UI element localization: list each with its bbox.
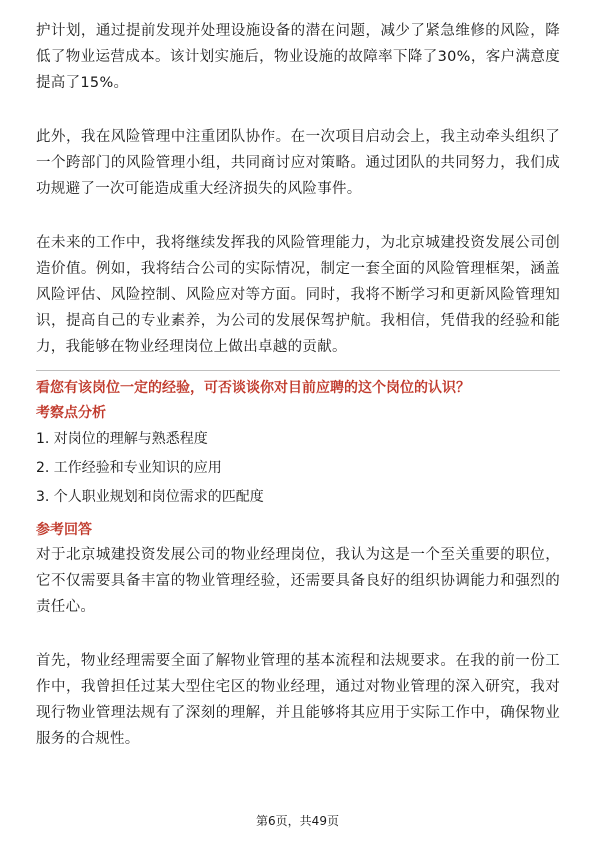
paragraph-gap xyxy=(36,96,560,124)
body-paragraph: 在未来的工作中，我将继续发挥我的风险管理能力，为北京城建投资发展公司创造价值。例如，我将结合公司的实际情况，制定一套全面的风险管理框架，涵盖风险评估、风险控制、风险应对等方面。同时，我将不断学习和更新风险管理知识，提高自己的专业素养，为公司的发展保驾护航。我相信，凭借我的经验和能力，我能够在物业经理岗位上做出卓越的贡献。 xyxy=(36,235,560,355)
body-paragraph: 护计划，通过提前发现并处理设施设备的潜在问题，减少了紧急维修的风险，降低了物业运营成本。该计划实施后，物业设施的故障率下降了30%，客户满意度提高了15%。 xyxy=(36,23,560,91)
analysis-list xyxy=(36,425,560,512)
section-divider xyxy=(36,370,560,371)
page-number: 第6页，共49页 xyxy=(256,814,339,828)
body-paragraph: 此外，我在风险管理中注重团队协作。在一次项目启动会上，我主动牵头组织了一个跨部门的风险管理小组，共同商讨应对策略。通过团队的共同努力，我们成功规避了一次可能造成重大经济损失的风险事件。 xyxy=(36,129,560,197)
analysis-item: 3. 个人职业规划和岗位需求的匹配度 xyxy=(36,489,264,505)
document-page xyxy=(36,18,560,752)
answer-paragraph: 首先，物业经理需要全面了解物业管理的基本流程和法规要求。在我的前一份工作中，我曾担任过某大型住宅区的物业经理，通过对物业管理的深入研究，我对现行物业管理法规有了深刻的理解，并且能够将其应用于实际工作中，确保物业服务的合规性。 xyxy=(36,653,560,747)
analysis-item: 1. 对岗位的理解与熟悉程度 xyxy=(36,431,208,447)
answer-paragraph: 对于北京城建投资发展公司的物业经理岗位，我认为这是一个至关重要的职位，它不仅需要具备丰富的物业管理经验，还需要具备良好的组织协调能力和强烈的责任心。 xyxy=(36,547,560,615)
interview-question: 看您有该岗位一定的经验，可否谈谈你对目前应聘的这个岗位的认识？ xyxy=(36,380,470,396)
answer-heading: 参考回答 xyxy=(36,522,92,538)
paragraph-gap xyxy=(36,202,560,230)
paragraph-gap xyxy=(36,620,560,648)
analysis-item: 2. 工作经验和专业知识的应用 xyxy=(36,460,222,476)
analysis-heading: 考察点分析 xyxy=(36,405,106,421)
